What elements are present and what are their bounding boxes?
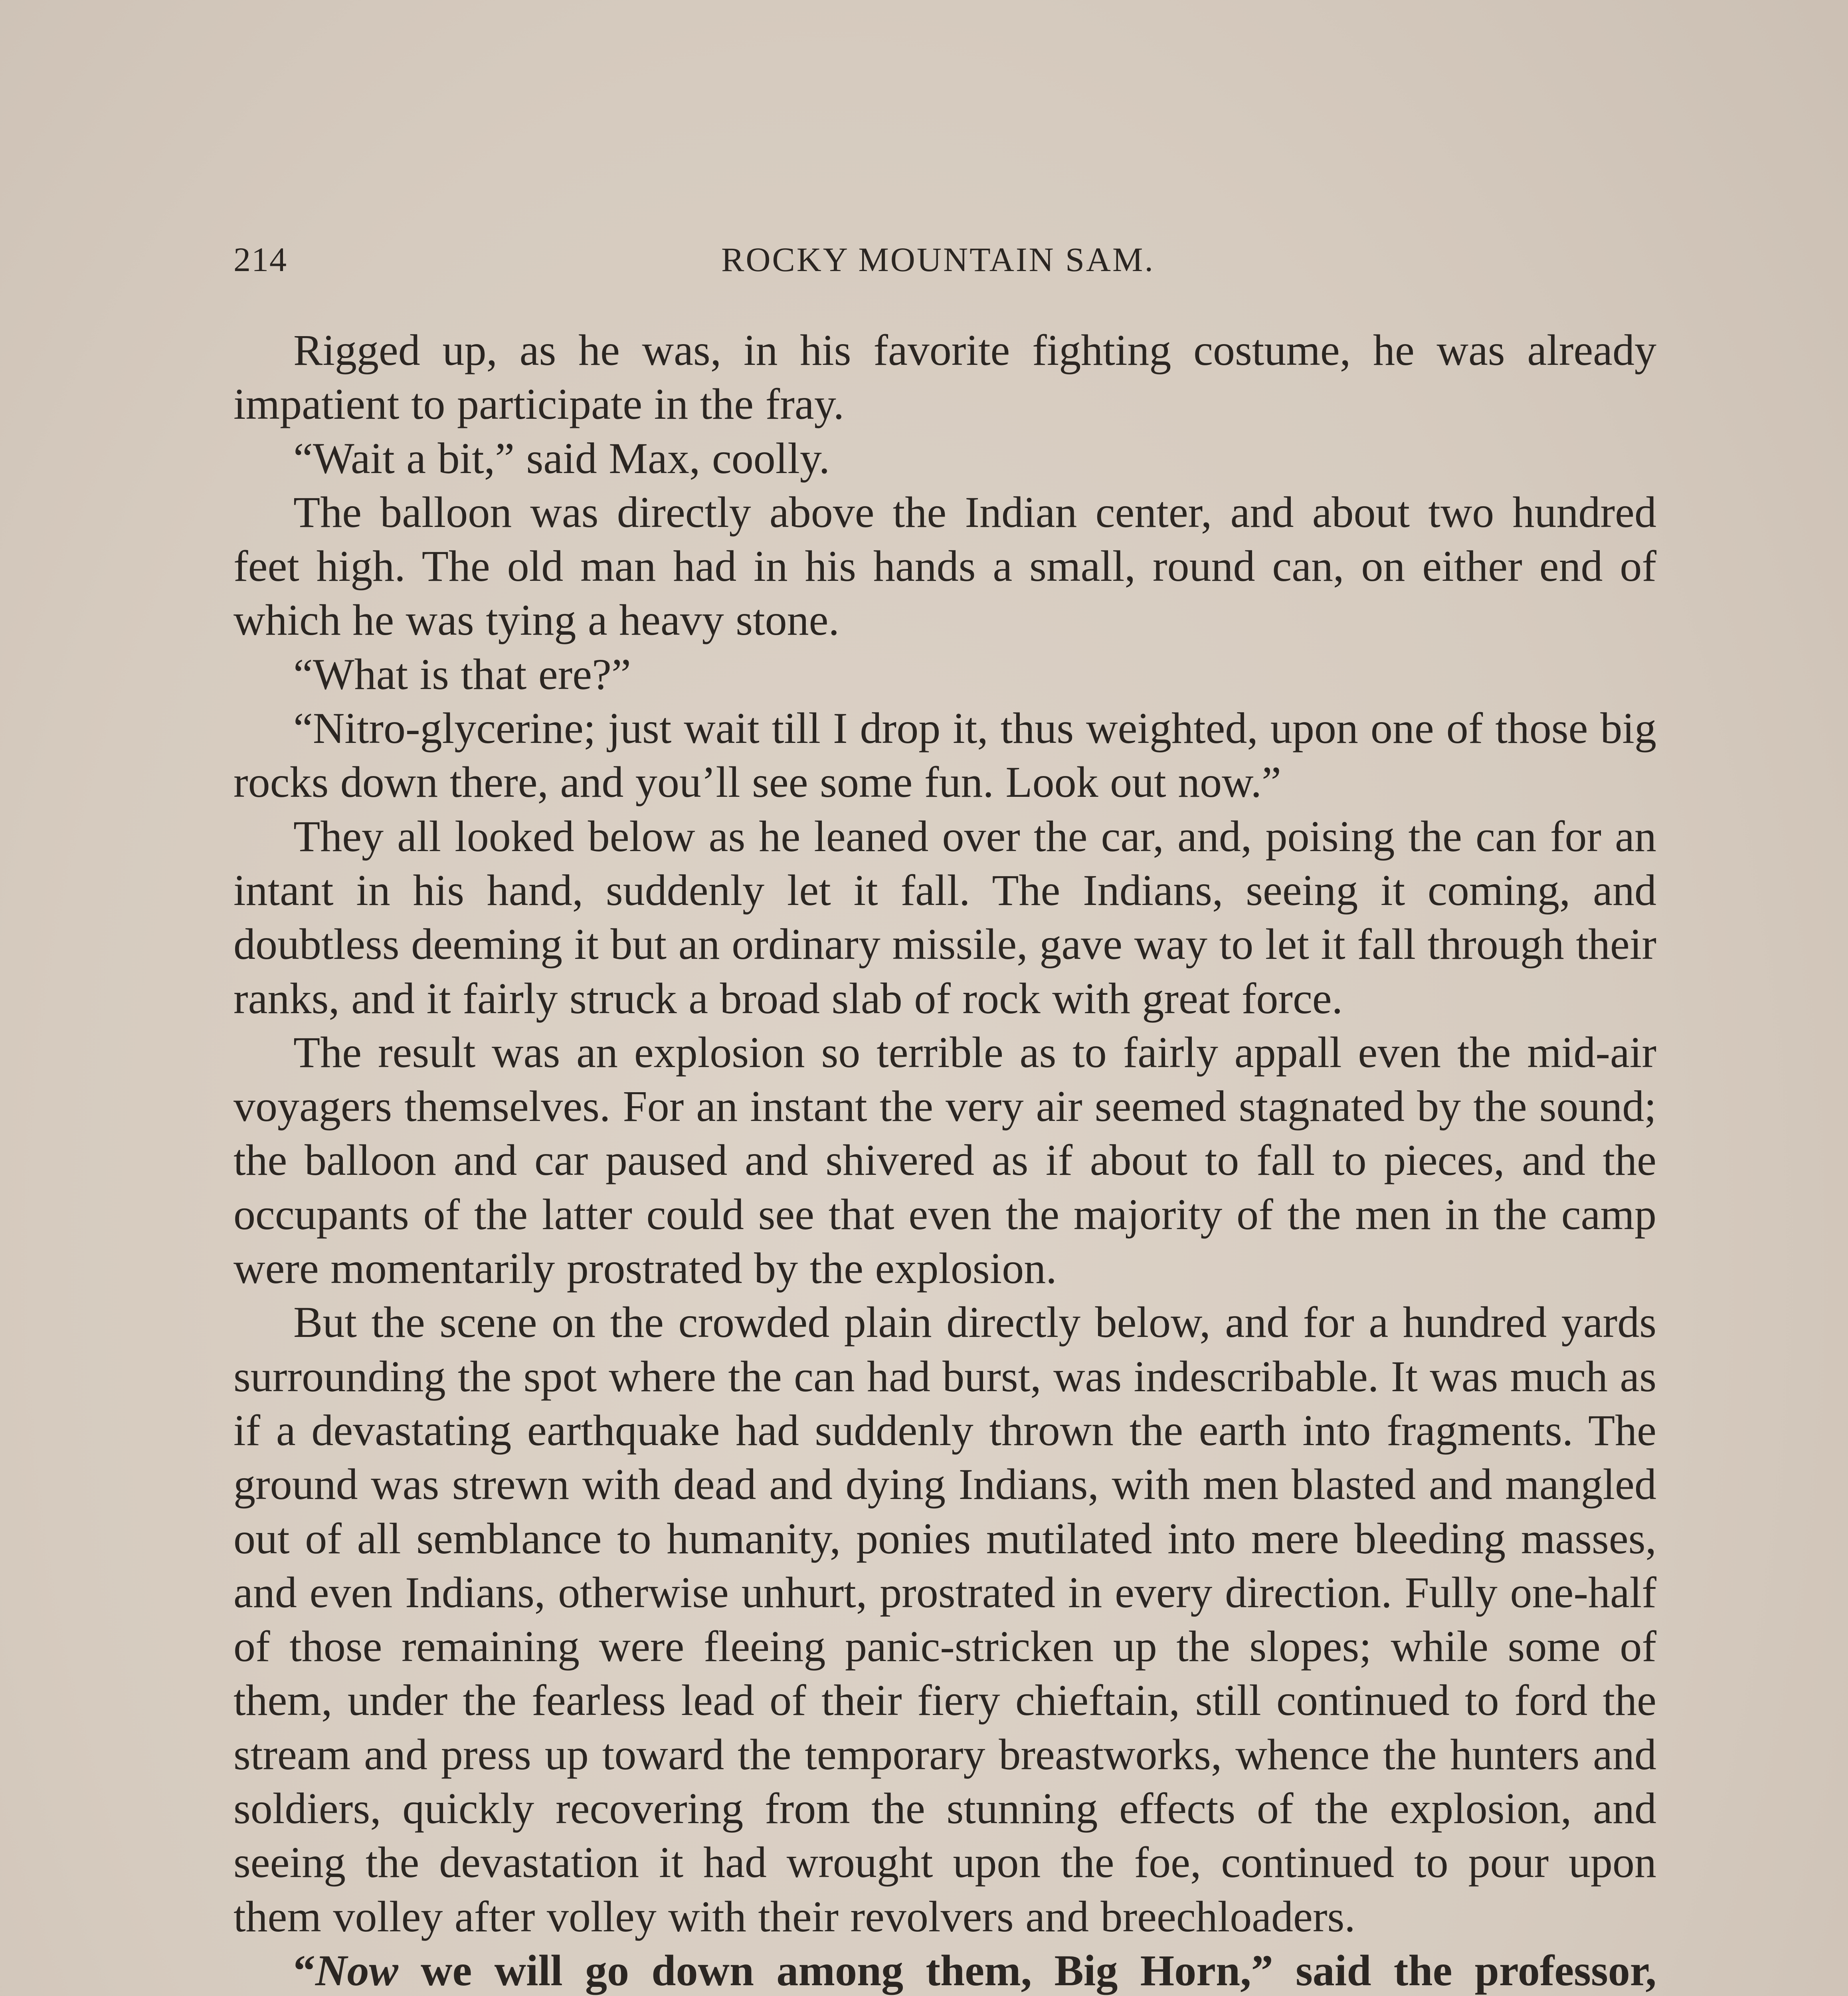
- body-text: [233, 323, 1656, 1996]
- paragraph: Rigged up, as he was, in his favorite fighting costume, he was already impatient to participate in the fray.: [233, 326, 1656, 429]
- page-number: 214: [233, 240, 287, 279]
- paragraph: “What is that ere?”: [293, 649, 631, 699]
- running-head: [233, 238, 1642, 281]
- paragraph: “Wait a bit,” said Max, coolly.: [293, 434, 830, 483]
- running-title: ROCKY MOUNTAIN SAM.: [721, 240, 1155, 279]
- final-emphasis: Now: [315, 1946, 398, 1995]
- final-paragraph: [233, 1944, 1656, 1996]
- paragraph: They all looked below as he leaned over the car, and, poising the can for an intant in his hand, suddenly let it fall. The Indians, seeing it coming, and doubtless deeming it but an ordinary missile, gave way to let it fall through their ranks, and it fairly struck a broad slab of rock with great force.: [233, 812, 1656, 1023]
- paragraph: “Nitro-glycerine; just wait till I drop it, thus weighted, upon one of those big rocks down there, and you’ll see some fun. Look out now.”: [233, 704, 1656, 807]
- paragraph: The result was an explosion so terrible as to fairly appall even the mid-air voyagers themselves. For an instant the very air seemed stagnated by the sound; the balloon and car paused and shivered as if about to fall to pieces, and the occupants of the latter could see that even the majority of the men in the camp were momentarily prostrated by the explosion.: [233, 1028, 1656, 1293]
- final-open-quote: “: [293, 1946, 315, 1995]
- paragraph: The balloon was directly above the Indian center, and about two hundred feet high. The old man had in his hands a small, round can, on either end of which he was tying a heavy stone.: [233, 487, 1656, 645]
- paragraph: But the scene on the crowded plain directly below, and for a hundred yards surrounding the spot where the can had burst, was indescribable. It was much as if a devastating earthquake had suddenly thrown the earth into fragments. The ground was strewn with dead and dying Indians, with men blasted and mangled out of all semblance to humanity, ponies mutilated into mere bleeding masses, and even Indians, otherwise unhurt, prostrated in every direction. Fully one-half of those remaining were fleeing panic-stricken up the slopes; while some of them, under the fearless lead of their fiery chieftain, still continued to ford the stream and press up toward the temporary breastworks, whence the hunters and soldiers, quickly recovering from the stunning effects of the explosion, and seeing the devastation it had wrought upon the foe, continued to pour upon them volley after volley with their revolvers and breechloaders.: [233, 1298, 1656, 1941]
- final-text: we will go down among them, Big Horn,” said the professor,: [421, 1946, 1656, 1995]
